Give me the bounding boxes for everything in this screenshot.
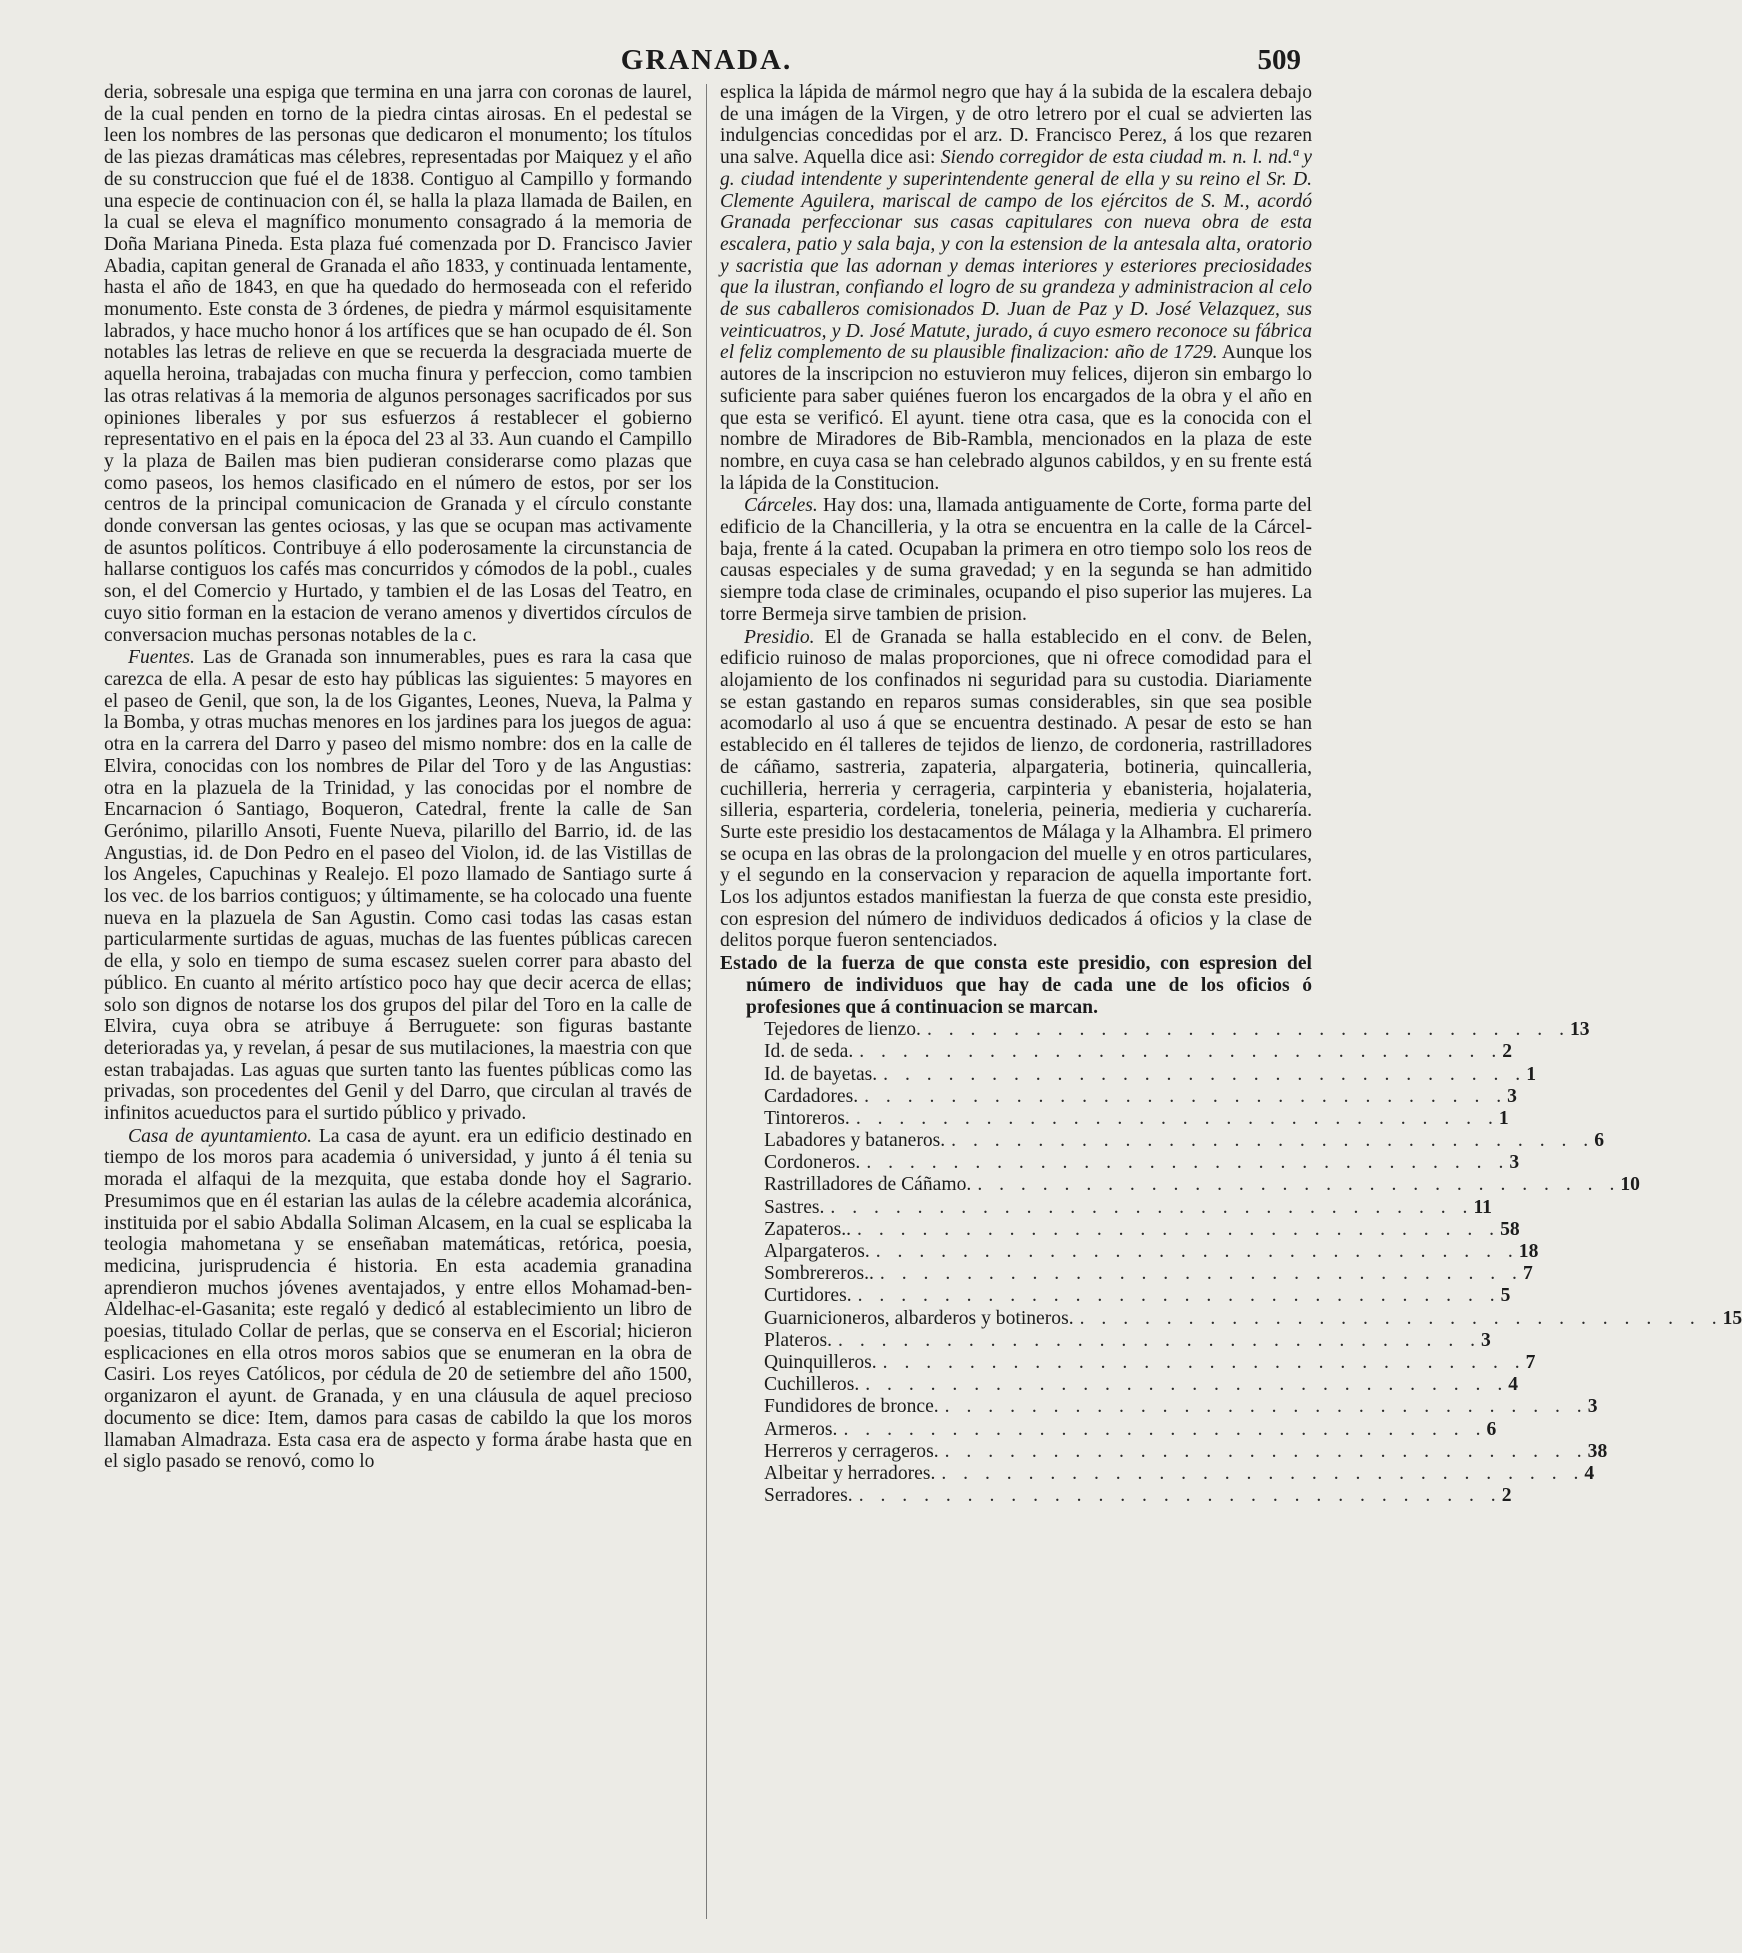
trade-count: 7: [1525, 1351, 1536, 1373]
trade-name: Plateros.: [764, 1329, 833, 1351]
trade-count: 2: [1502, 1041, 1513, 1063]
trade-count: 3: [1509, 1152, 1520, 1174]
trade-name: Serradores.: [764, 1485, 853, 1507]
table-row: [764, 1196, 1492, 1219]
leader-dots: . . . . . . . . . . . . . . . . . . . . . . . . . . . . . .: [857, 1218, 1501, 1240]
paragraph-fuentes: [104, 647, 692, 1124]
trade-count: 15: [1722, 1307, 1742, 1329]
table-row: [764, 1374, 1519, 1396]
leader-dots: . . . . . . . . . . . . . . . . . . . . . . . . . . . . . .: [843, 1418, 1487, 1440]
trade-name: Id. de seda.: [764, 1041, 854, 1063]
paragraph-ayuntamiento: [104, 1126, 692, 1473]
trade-name: Fundidores de bronce.: [764, 1396, 939, 1418]
right-column: [720, 82, 1742, 1939]
paragraph-fuentes-text: Las de Granada son innumerables, pues es rara la casa que carezca de ella. A pesar de esto hay públicas las siguientes: 5 mayores en el paseo de Genil, que son, la de los Gigantes, Leones, Nueva, la Palma y la Bomba, y otras muchas menores en los jardines para los juegos de agua: otra en la carrera del Darro y paseo del mismo nombre: dos en la calle de Elvira, conocidas con los nombres de Pilar del Toro y de las Angustias: otra en la plazuela de la Trinidad, y las conocidas por el nombre de Encarnacion ó Santiago, Boqueron, Catedral, frente la calle de San Gerónimo, pilarillo Ansoti, Fuente Nueva, pilarillo del Barrio, id. de las Angustias, id. de Don Pedro en el paseo del Violon, id. de las Vistillas de los Angeles, Capuchinas y Realejo. El pozo llamado de Santiago surte á los vec. de los barrios contiguos; y últimamente, se ha colocado una fuente nueva en la plazuela de San Agustin. Como casi todas las casas estan particularmente surtidas de aguas, muchas de las fuentes públicas carecen de ella, y solo en tiempo de suma escasez suelen correr para abasto del público. En cuanto al mérito artístico poco hay que decir acerca de ellas; solo son dignos de notarse los dos grupos del pilar del Toro en la calle de Elvira, cuya obra se atribuye á Berruguete: son figuras bastante deterioradas ya, y revelan, á pesar de sus mutilaciones, la maestria con que estan trabajadas. Las aguas que surten tanto las fuentes públicas como las privadas, son procedentes del Genil y del Darro, que circulan al través de infinitos acueductos para el surtido público y privado.: [104, 647, 692, 1125]
leader-dots: . . . . . . . . . . . . . . . . . . . . . . . . . . . . . .: [944, 1396, 1588, 1418]
table-row: [764, 1107, 1509, 1130]
leader-dots: . . . . . . . . . . . . . . . . . . . . . . . . . . . . . .: [857, 1285, 1501, 1307]
trade-name: Sombrereros..: [764, 1263, 874, 1285]
trade-count: 7: [1522, 1263, 1533, 1285]
table-row: [764, 1418, 1497, 1441]
section-label-fuentes: Fuentes.: [128, 647, 195, 669]
table-row: [764, 1085, 1517, 1108]
left-column: [104, 82, 692, 1939]
table-row: [764, 1329, 1491, 1352]
leader-dots: . . . . . . . . . . . . . . . . . . . . . . . . . . . . . .: [859, 1041, 1503, 1063]
trade-count: 13: [1569, 1019, 1590, 1041]
trade-name: Curtidores.: [764, 1285, 852, 1307]
trade-name: Albeitar y herradores.: [764, 1462, 936, 1484]
trade-count: 1: [1526, 1063, 1536, 1085]
leader-dots: . . . . . . . . . . . . . . . . . . . . . . . . . . . . . .: [865, 1374, 1509, 1396]
table-row: [764, 1285, 1511, 1307]
table-row: [764, 1241, 1539, 1263]
leader-dots: . . . . . . . . . . . . . . . . . . . . . . . . . . . . . .: [855, 1107, 1499, 1129]
paragraph-lapida-text: esplica la lápida de mármol negro que hay á la subida de la escalera debajo de una imágen de la Virgen, y de otro letrero por el cual se advierten las indulgencias concedidas por el arz. D. Francisco Perez, á los que rezaren una salve. Aquella dice asi:: [720, 82, 1312, 169]
inscription-text: Siendo corregidor de esta ciudad m. n. l. nd.ª y g. ciudad intendente y superintendente general de ella y su reino el Sr. D. Clemente Aguilera, mariscal de campo de los ejércitos de S. M., acordó Granada perfeccionar sus casas capitulares con nueva obra de esta escalera, patio y sala baja, y con la estension de la antesala alta, oratorio y sacristia que las adornan y demas interiores y esteriores preciosidades que la ilustran, confiando el logro de su grandeza y administracion al celo de sus caballeros comisionados D. Juan de Paz y D. José Velazquez, sus veinticuatros, y D. José Matute, jurado, á cuyo esmero reconoce su fábrica el feliz complemento de su plausible finalizacion: año de 1729.: [720, 147, 1313, 364]
table-row: [764, 1351, 1536, 1374]
trade-name: Zapateros..: [764, 1218, 852, 1240]
trades-table: [764, 1019, 1742, 1507]
table-row: [764, 1263, 1533, 1285]
leader-dots: . . . . . . . . . . . . . . . . . . . . . . . . . . . . . .: [838, 1329, 1482, 1351]
leader-dots: . . . . . . . . . . . . . . . . . . . . . . . . . . . . . .: [866, 1152, 1510, 1174]
trade-count: 38: [1587, 1440, 1608, 1462]
leader-dots: . . . . . . . . . . . . . . . . . . . . . . . . . . . . . .: [1079, 1307, 1723, 1329]
leader-dots: . . . . . . . . . . . . . . . . . . . . . . . . . . . . . .: [944, 1440, 1588, 1462]
section-label-ayuntamiento: Casa de ayuntamiento.: [128, 1125, 313, 1147]
paragraph-carceles-text: Hay dos: una, llamada antiguamente de Corte, forma parte del edificio de la Chancilleria, y la otra se encuentra en la calle de la Cárcel-baja, frente á la cated. Ocupaban la primera en otro tiempo solo los reos de causas especiales y de suma gravedad; y en la segunda se han admitido siempre toda clase de criminales, ocupando el piso superior las mujeres. La torre Bermeja sirve tambien de prision.: [720, 495, 1312, 625]
page-number: 509: [1257, 44, 1301, 76]
leader-dots: . . . . . . . . . . . . . . . . . . . . . . . . . . . . . .: [977, 1174, 1621, 1196]
leader-dots: . . . . . . . . . . . . . . . . . . . . . . . . . . . . . .: [858, 1485, 1502, 1507]
paragraph-presidio: [720, 627, 1312, 953]
leader-dots: . . . . . . . . . . . . . . . . . . . . . . . . . . . . . .: [879, 1263, 1523, 1285]
trade-name: Id. de bayetas.: [764, 1063, 878, 1085]
page-header: [0, 44, 1413, 82]
running-title: GRANADA.: [620, 44, 793, 76]
trade-count: 10: [1620, 1174, 1640, 1196]
paragraph-campillo: deria, sobresale una espiga que termina en una jarra con coronas de laurel, de la cual penden en torno de la piedra cintas airosas. En el pedestal se leen los nombres de las personas que dedicaron el monumento; los títulos de las piezas dramáticas mas célebres, representadas por Maiquez y el año de su construccion que fué el de 1838. Contiguo al Campillo y formando una especie de continuacion con él, se halla la plaza llamada de Bailen, en la cual se eleva el magnífico monumento consagrado á la memoria de Doña Mariana Pineda. Esta plaza fué comenzada por D. Francisco Javier Abadia, capitan general de Granada el año 1833, y continuada lentamente, hasta el año de 1843, en que ha quedado do hermoseada con el referido monumento. Este consta de 3 órdenes, de piedra y mármol esquisitamente labrados, y hace mucho honor á los artífices que se han ocupado de él. Son notables las letras de relieve en que se recuerda la desgraciada muerte de aquella heroina, trabajadas con mucha finura y perfeccion, como tambien las otras relativas á la memoria de algunos personages sacrificados por sus opiniones liberales y por sus esfuerzos á restablecer el gobierno representativo en el pais en la época del 23 al 33. Aun cuando el Campillo y la plaza de Bailen mas bien pudieran considerarse como plazas que como paseos, los hemos clasificado en el número de estos, por ser los centros de la principal comunicacion de Granada y el círculo constante donde conversan las gentes ociosas, y las que se ocupan mas activamente de asuntos políticos. Contribuye á ello poderosamente la circunstancia de hallarse contiguos los cafés mas concurridos y cómodos de la pobl., cuales son, el del Comercio y Hurtado, y tambien el de las Losas del Teatro, en cuyo sitio forman en la estacion de verano amenos y divertidos círculos de conversacion muchas personas notables de la c.: [104, 82, 692, 646]
trade-name: Quinquilleros.: [764, 1351, 877, 1373]
table-row: [764, 1041, 1513, 1063]
trade-name: Rastrilladores de Cáñamo.: [764, 1174, 972, 1196]
leader-dots: . . . . . . . . . . . . . . . . . . . . . . . . . . . . . .: [951, 1130, 1595, 1152]
trade-count: 2: [1501, 1485, 1512, 1507]
section-label-presidio: Presidio.: [744, 626, 815, 648]
paragraph-carceles: [720, 495, 1312, 625]
leader-dots: . . . . . . . . . . . . . . . . . . . . . . . . . . . . . .: [883, 1063, 1527, 1085]
trade-count: 4: [1584, 1462, 1595, 1484]
table-row: [764, 1396, 1598, 1418]
trade-name: Cordoneros.: [764, 1152, 861, 1174]
paragraph-lapida-end: Aunque los autores de la inscripcion no estuvieron muy felices, dijeron sin embargo lo suficiente para saber quiénes fueron los encargados de la obra y el año en que esta se verificó. El ayunt. tiene otra casa, que es la conocida con el nombre de Miradores de Bib-Rambla, mencionados en la plaza de este nombre, en cuya casa se han celebrado algunos cabildos, y en su frente está la lápida de la Constitucion.: [720, 342, 1312, 494]
trade-count: 1: [1498, 1107, 1509, 1129]
table-row: [764, 1063, 1536, 1086]
table-caption: [720, 953, 1312, 1019]
column-divider: [706, 84, 707, 1919]
table-row: [764, 1174, 1640, 1196]
table-row: [764, 1019, 1590, 1041]
paragraph-presidio-text: El de Granada se halla establecido en el conv. de Belen, edificio ruinoso de malas proporciones, que ni ofrece comodidad para el alojamiento de los confinados ni seguridad para su custodia. Diariamente se estan gastando en reparos sumas considerables, sin que sea posible acomodarlo al uso á que se encuentra destinado. A pesar de esto se han establecido en él talleres de tejidos de lienzo, de cordoneria, rastrilladores de cáñamo, sastreria, zapateria, alpargateria, botineria, quincalleria, cuchilleria, herreria y cerrageria, carpinteria y ebanisteria, hojalateria, silleria, esparteria, cordeleria, toneleria, peineria, medieria y cucharería. Surte este presidio los destacamentos de Málaga y la Alhambra. El primero se ocupa en las obras de la prolongacion del muelle y en otros particulares, y el segundo en la conservacion y reparacion de aquella importante fort. Los los adjuntos estados manifiestan la fuerza de que consta este presidio, con espresion del número de individuos dedicados á oficios y la clase de delitos porque fueron sentenciados.: [720, 626, 1312, 952]
trade-count: 3: [1507, 1085, 1517, 1107]
leader-dots: . . . . . . . . . . . . . . . . . . . . . . . . . . . . . .: [864, 1085, 1508, 1107]
trade-name: Alpargateros.: [764, 1241, 870, 1262]
paragraph-lapida: [720, 82, 1312, 494]
trade-name: Sastres.: [764, 1196, 825, 1218]
table-caption-text: Estado de la fuerza de que consta este presidio, con espresion del número de individuos que hay de cada une de los oficios ó profesiones que á continuacion se marcan.: [720, 953, 1312, 1019]
table-row: [764, 1462, 1595, 1485]
trade-name: Cuchilleros.: [764, 1374, 860, 1396]
trade-count: 58: [1500, 1218, 1520, 1240]
trade-name: Tejedores de lienzo.: [764, 1019, 921, 1041]
table-row: [764, 1152, 1520, 1174]
trade-name: Herreros y cerrageros.: [764, 1440, 939, 1462]
trade-name: Labadores y bataneros.: [764, 1130, 946, 1152]
leader-dots: . . . . . . . . . . . . . . . . . . . . . . . . . . . . . .: [830, 1196, 1474, 1218]
table-row: [764, 1440, 1608, 1463]
trade-name: Guarnicioneros, albarderos y botineros.: [764, 1307, 1074, 1329]
leader-dots: . . . . . . . . . . . . . . . . . . . . . . . . . . . . . .: [926, 1019, 1570, 1041]
trade-count: 5: [1500, 1285, 1511, 1307]
table-row: [764, 1485, 1512, 1507]
trade-count: 6: [1594, 1130, 1604, 1152]
trade-name: Armeros.: [764, 1418, 838, 1440]
trade-count: 18: [1518, 1241, 1539, 1262]
trade-name: Tintoreros.: [764, 1107, 850, 1129]
table-row: [764, 1218, 1520, 1241]
leader-dots: . . . . . . . . . . . . . . . . . . . . . . . . . . . . . .: [941, 1462, 1585, 1484]
table-row: [764, 1307, 1742, 1330]
trade-count: 6: [1486, 1418, 1497, 1440]
trade-count: 4: [1508, 1374, 1519, 1396]
leader-dots: . . . . . . . . . . . . . . . . . . . . . . . . . . . . . .: [882, 1351, 1526, 1373]
table-row: [764, 1130, 1604, 1152]
trade-count: 11: [1473, 1196, 1492, 1218]
section-label-carceles: Cárceles.: [744, 495, 818, 517]
trade-name: Cardadores.: [764, 1085, 859, 1107]
paragraph-ayuntamiento-text: La casa de ayunt. era un edificio destinado en tiempo de los moros para academia ó universidad, y junto á él tenia su morada el alfaqui de la mezquita, que estaba donde hoy el Sagrario. Presumimos que en él estarian las aulas de la célebre academia alcoránica, instituida por el sabio Abdalla Soliman Alcasem, en la cual se esplicaba la teologia mahometana y se enseñaban matemáticas, retórica, poesia, medicina, jurisprudencia é historia. En esta academia granadina aprendieron muchos jóvenes aventajados, y entre ellos Mohamad-ben-Aldelhac-el-Gasanita; este regaló y dedicó al establecimiento un libro de poesias, titulado Collar de perlas, que se conserva en el Escorial; hicieron esplicaciones en ella otros moros sabios que se enumeran en la obra de Casiri. Los reyes Católicos, por cédula de 20 de setiembre del año 1500, organizaron el ayunt. de Granada, y en una cláusula de aquel precioso documento se dice: Item, damos para casas de cabildo la que los moros llamaban Almadraza. Esta casa era de aspecto y forma árabe hasta que en el siglo pasado se renovó, como lo: [104, 1125, 692, 1473]
leader-dots: . . . . . . . . . . . . . . . . . . . . . . . . . . . . . .: [875, 1241, 1519, 1262]
trade-count: 3: [1481, 1329, 1491, 1351]
trade-count: 3: [1587, 1396, 1598, 1418]
